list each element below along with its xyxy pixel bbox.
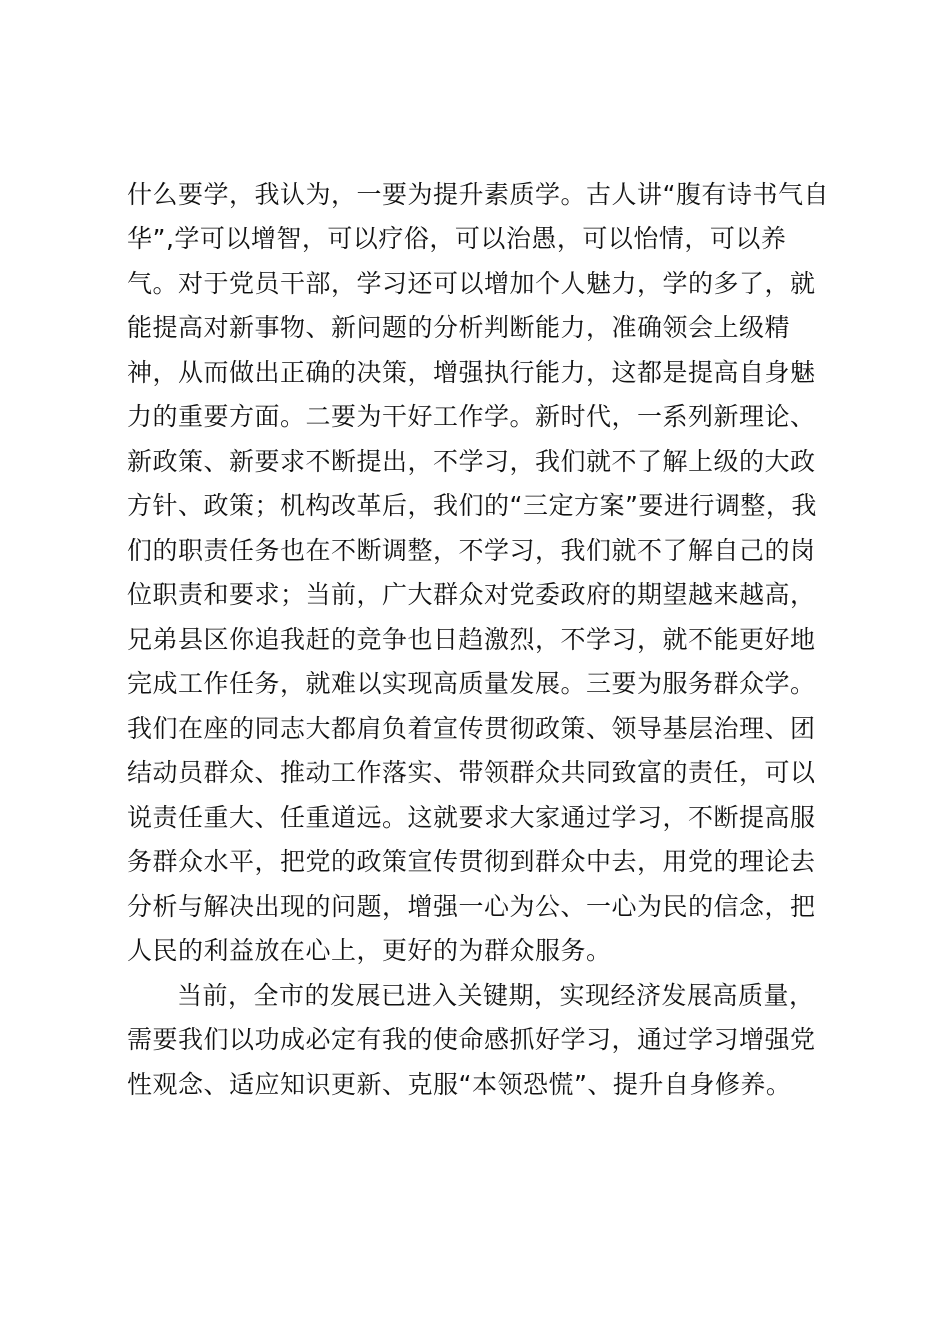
text-line: 神，从而做出正确的决策，增强执行能力，这都是提高自身魅 (127, 358, 816, 387)
text-line: 人民的利益放在心上，更好的为群众服务。 (127, 936, 612, 965)
text-line: 位职责和要求；当前，广大群众对党委政府的期望越来越高， (127, 580, 816, 609)
text-line: 我们在座的同志大都肩负着宣传贯彻政策、领导基层治理、团 (127, 714, 816, 743)
text-line: 性观念、适应知识更新、克服“本领恐慌”、提升自身修养。 (127, 1070, 792, 1099)
text-line: 完成工作任务，就难以实现高质量发展。三要为服务群众学。 (127, 669, 816, 698)
text-line: 结动员群众、推动工作落实、带领群众共同致富的责任，可以 (127, 758, 816, 787)
text-line: 力的重要方面。二要为干好工作学。新时代，一系列新理论、 (127, 402, 816, 431)
text-line: 新政策、新要求不断提出，不学习，我们就不了解上级的大政 (127, 447, 816, 476)
text-line: 方针、政策；机构改革后，我们的“三定方案”要进行调整，我 (127, 491, 817, 520)
text-line: 能提高对新事物、新问题的分析判断能力，准确领会上级精 (127, 313, 791, 342)
text-line: 华”,学可以增智，可以疗俗，可以治愚，可以怡情，可以养 (127, 224, 787, 253)
text-line: 需要我们以功成必定有我的使命感抓好学习，通过学习增强党 (127, 1025, 816, 1054)
text-line: 兄弟县区你追我赶的竞争也日趋激烈，不学习，就不能更好地 (127, 625, 816, 654)
text-line: 务群众水平，把党的政策宣传贯彻到群众中去，用党的理论去 (127, 847, 816, 876)
text-line: 什么要学，我认为，一要为提升素质学。古人讲“腹有诗书气自 (127, 180, 829, 209)
text-line: 们的职责任务也在不断调整，不学习，我们就不了解自己的岗 (127, 536, 816, 565)
text-line: 说责任重大、任重道远。这就要求大家通过学习，不断提高服 (127, 803, 816, 832)
text-line: 气。对于党员干部，学习还可以增加个人魅力，学的多了，就 (127, 269, 816, 298)
text-line: 分析与解决出现的问题，增强一心为公、一心为民的信念，把 (127, 892, 816, 921)
paragraph-first-line: 当前，全市的发展已进入关键期，实现经济发展高质量， (177, 981, 815, 1010)
